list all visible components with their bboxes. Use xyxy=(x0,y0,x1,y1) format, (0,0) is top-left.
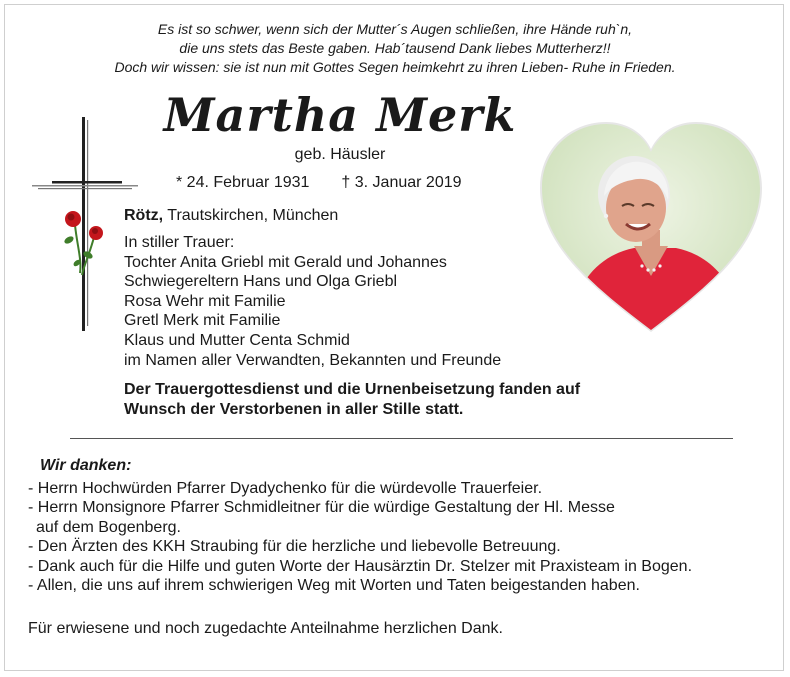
heart-portrait xyxy=(536,118,766,338)
poem-line: Doch wir wissen: sie ist nun mit Gottes Segen heimkehrt zu ihren Lieben- Ruhe in Frieden. xyxy=(114,59,676,75)
places xyxy=(124,207,338,225)
mourner-line: Klaus und Mutter Centa Schmid xyxy=(124,331,350,349)
thanks-list xyxy=(28,479,692,595)
birth-name: geb. Häusler xyxy=(294,146,386,163)
thanks-line: - Dank auch für die Hilfe und guten Worte der Hausärztin Dr. Stelzer mit Praxisteam in Bogen. xyxy=(28,557,693,575)
mourner-line: Tochter Anita Griebl mit Gerald und Johannes xyxy=(124,253,447,271)
town: Rötz, xyxy=(124,207,164,224)
thanks-line: - Herrn Monsignore Pfarrer Schmidleitner für die würdige Gestaltung der Hl. Messe xyxy=(28,499,615,517)
mourner-line: Rosa Wehr mit Familie xyxy=(124,292,286,310)
mourner-line: Schwiegereltern Hans und Olga Griebl xyxy=(124,273,398,291)
mourner-line: im Namen aller Verwandten, Bekannten und Freunde xyxy=(124,351,502,369)
other-places: Trautskirchen, München xyxy=(163,207,339,224)
birth-date: * 24. Februar 1931 xyxy=(176,174,310,191)
mourners-list xyxy=(124,233,501,370)
poem-line: Es ist so schwer, wenn sich der Mutter´s Augen schließen, ihre Hände ruh`n, xyxy=(157,21,633,37)
thanks-line: - Allen, die uns auf ihrem schwierigen Weg mit Worten und Taten beigestanden haben. xyxy=(28,577,640,595)
mourner-line: Gretl Merk mit Familie xyxy=(124,312,281,330)
closing-line: Für erwiesene und noch zugedachte Anteilnahme herzlichen Dank. xyxy=(28,620,503,637)
mourners-intro: In stiller Trauer: xyxy=(124,234,235,251)
deceased-name: Martha Merk xyxy=(163,88,517,142)
thanks-line: - Herrn Hochwürden Pfarrer Dyadychenko für die würdevolle Trauerfeier. xyxy=(28,480,543,497)
thanks-line: auf dem Bogenberg. xyxy=(36,518,181,536)
cross-with-roses-icon xyxy=(30,115,142,335)
death-date: † 3. Januar 2019 xyxy=(341,174,462,191)
life-dates xyxy=(176,174,462,192)
funeral-notice xyxy=(124,380,580,420)
poem xyxy=(0,20,790,77)
thanks-heading: Wir danken: xyxy=(40,457,132,474)
notice-line: Wunsch der Verstorbenen in aller Stille statt. xyxy=(124,401,464,418)
divider xyxy=(70,438,733,439)
notice-line: Der Trauergottesdienst und die Urnenbeisetzung fanden auf xyxy=(124,381,581,398)
thanks-line: - Den Ärzten des KKH Straubing für die herzliche und liebevolle Betreuung. xyxy=(28,538,561,556)
poem-line: die uns stets das Beste gaben. Hab´tausend Dank liebes Mutterherz!! xyxy=(179,40,611,56)
